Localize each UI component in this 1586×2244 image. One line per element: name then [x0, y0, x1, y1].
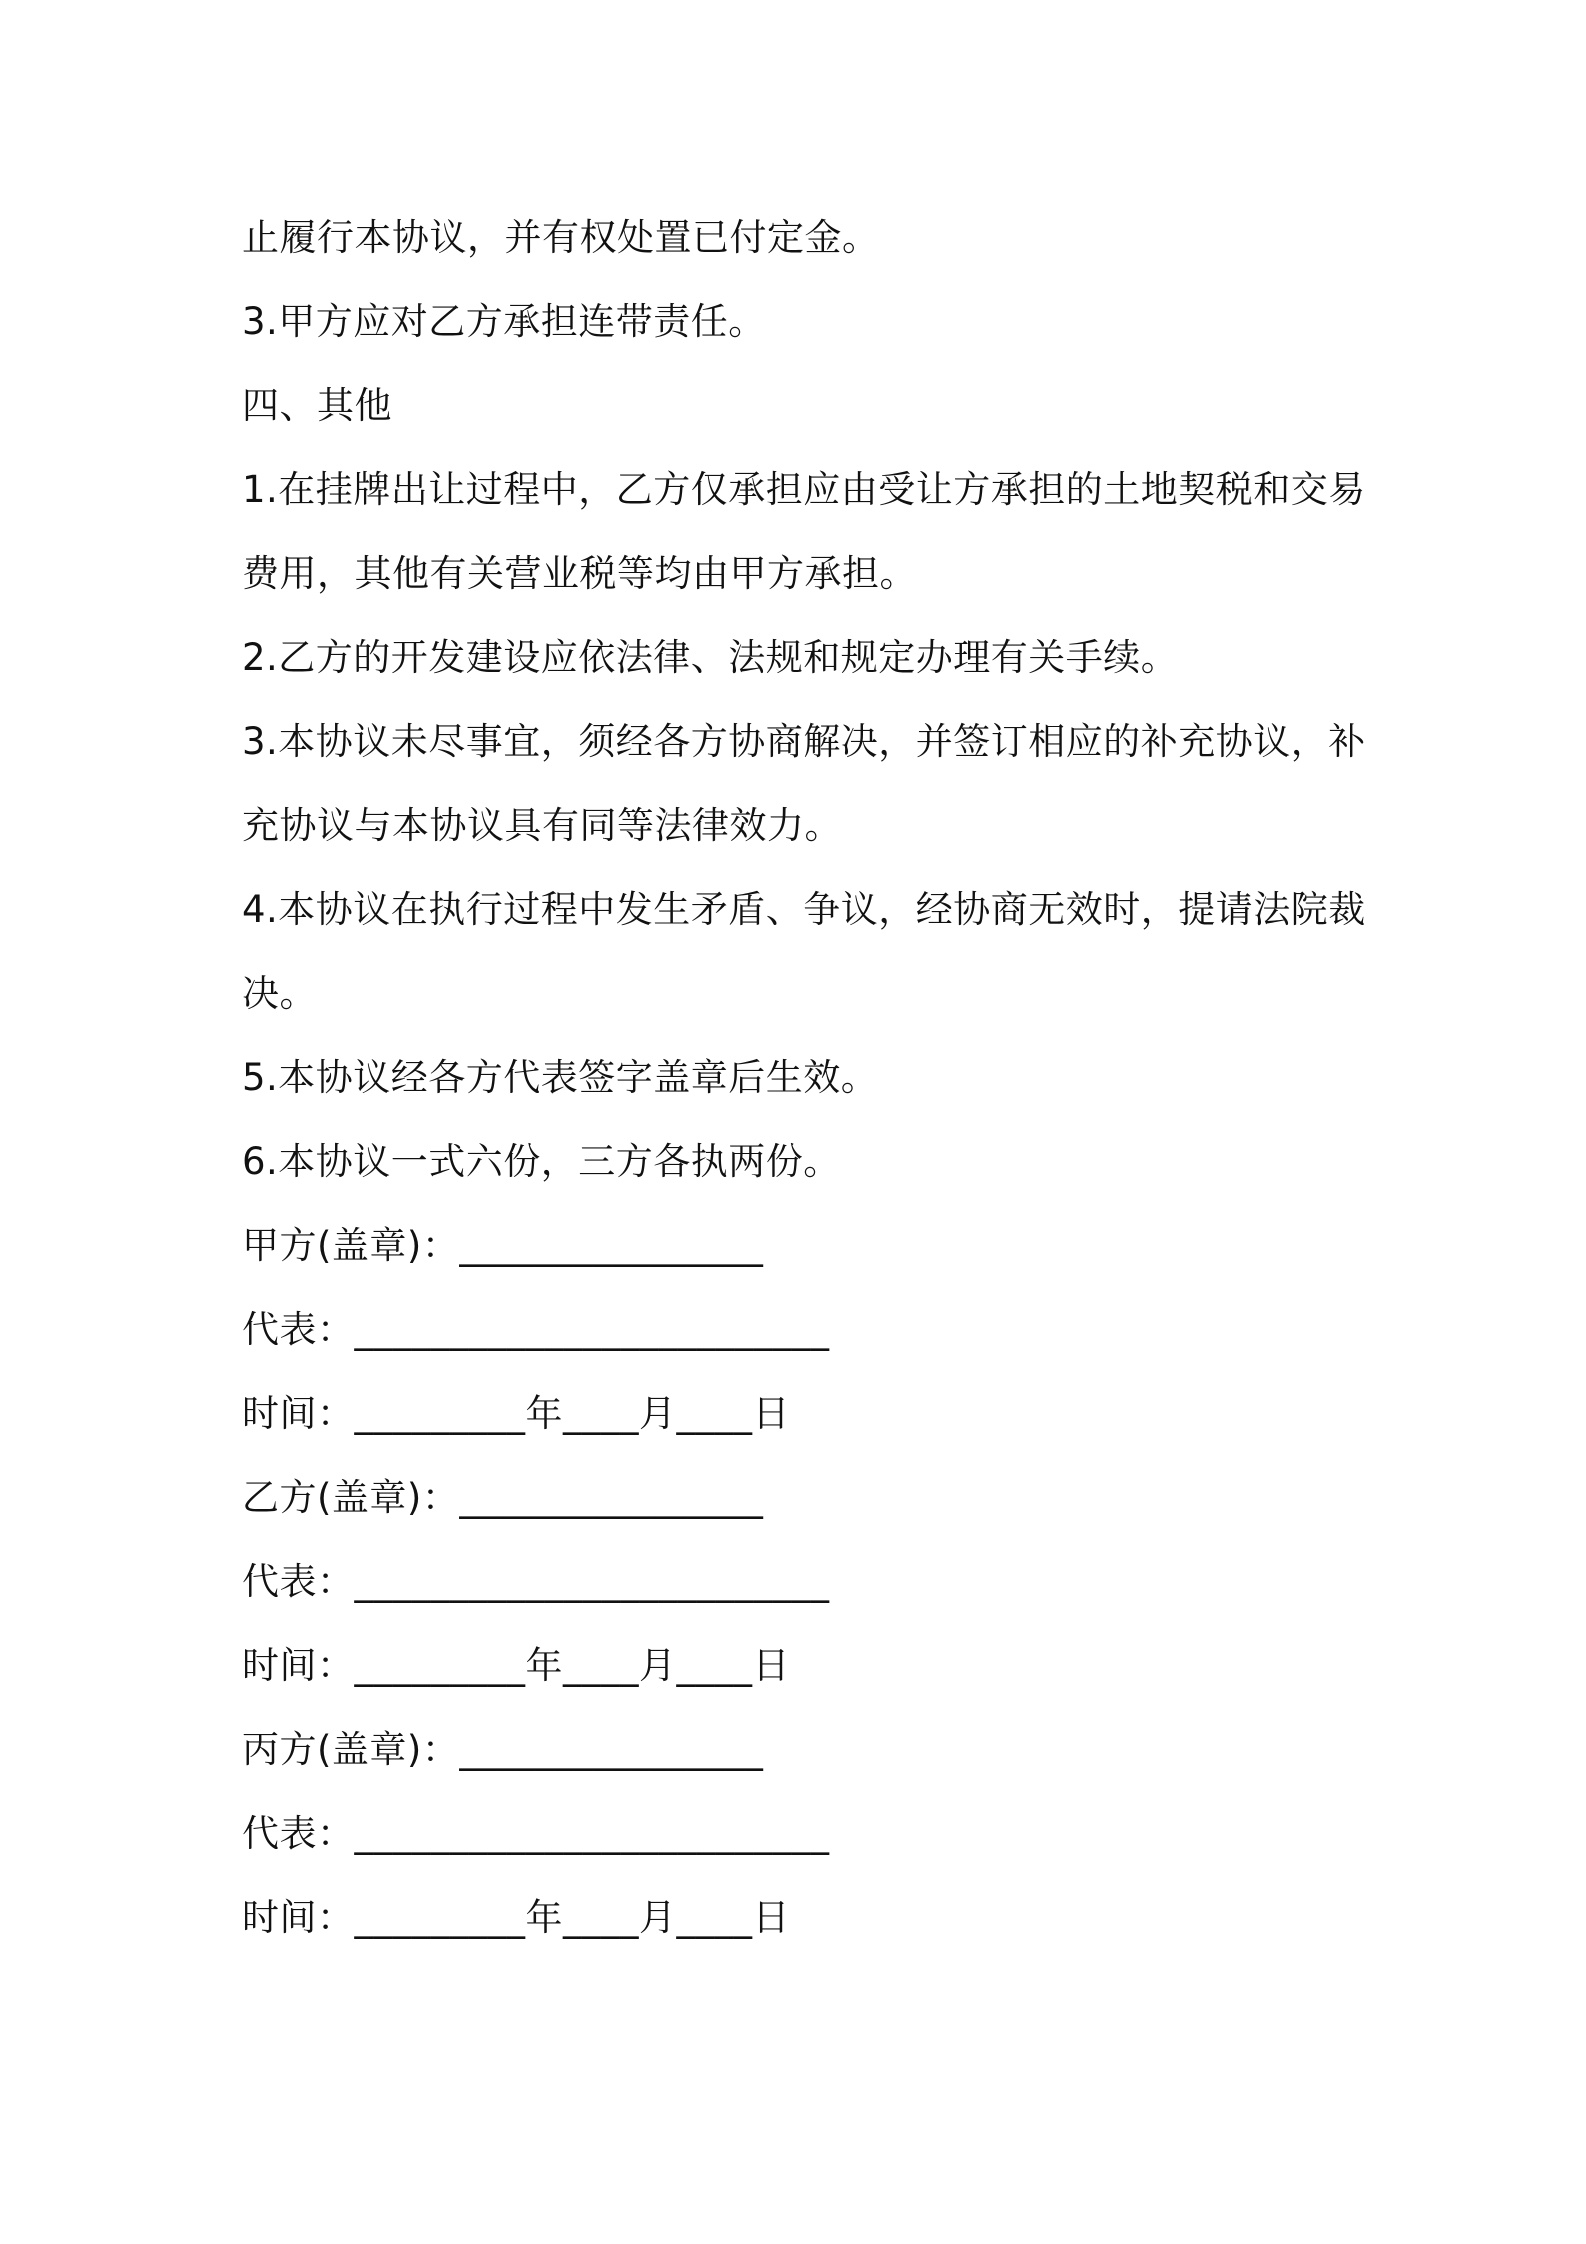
body-line-item-4: 4.本协议在执行过程中发生矛盾、争议，经协商无效时，提请法院裁: [242, 888, 1366, 931]
body-line-item-5: 5.本协议经各方代表签字盖章后生效。: [242, 1056, 879, 1099]
section-heading-other: 四、其他: [242, 384, 392, 427]
signature-party-b-representative: 代表：_________________________: [242, 1560, 830, 1603]
signature-party-c-seal: 丙方(盖章)：________________: [242, 1728, 764, 1771]
body-line-clause-end: 止履行本协议，并有权处置已付定金。: [242, 216, 880, 259]
body-line-item-1-cont: 费用，其他有关营业税等均由甲方承担。: [242, 552, 917, 595]
body-line-item-6: 6.本协议一式六份，三方各执两份。: [242, 1140, 841, 1183]
signature-party-c-representative: 代表：_________________________: [242, 1812, 830, 1855]
signature-party-b-seal: 乙方(盖章)：________________: [242, 1476, 764, 1519]
document-body: [242, 196, 1366, 1960]
body-line-item-2: 2.乙方的开发建设应依法律、法规和规定办理有关手续。: [242, 636, 1179, 679]
body-line-clause-3: 3.甲方应对乙方承担连带责任。: [242, 300, 766, 343]
body-line-item-1: 1.在挂牌出让过程中，乙方仅承担应由受让方承担的土地契税和交易: [242, 468, 1366, 511]
signature-party-b-date: 时间：_________年____月____日: [242, 1644, 790, 1687]
body-line-item-3-cont: 充协议与本协议具有同等法律效力。: [242, 804, 842, 847]
signature-party-a-representative: 代表：_________________________: [242, 1308, 830, 1351]
body-line-item-3: 3.本协议未尽事宜，须经各方协商解决，并签订相应的补充协议，补: [242, 720, 1366, 763]
signature-party-a-date: 时间：_________年____月____日: [242, 1392, 790, 1435]
signature-party-c-date: 时间：_________年____月____日: [242, 1896, 790, 1939]
signature-party-a-seal: 甲方(盖章)：________________: [242, 1224, 764, 1267]
body-line-item-4-cont: 决。: [242, 972, 317, 1015]
